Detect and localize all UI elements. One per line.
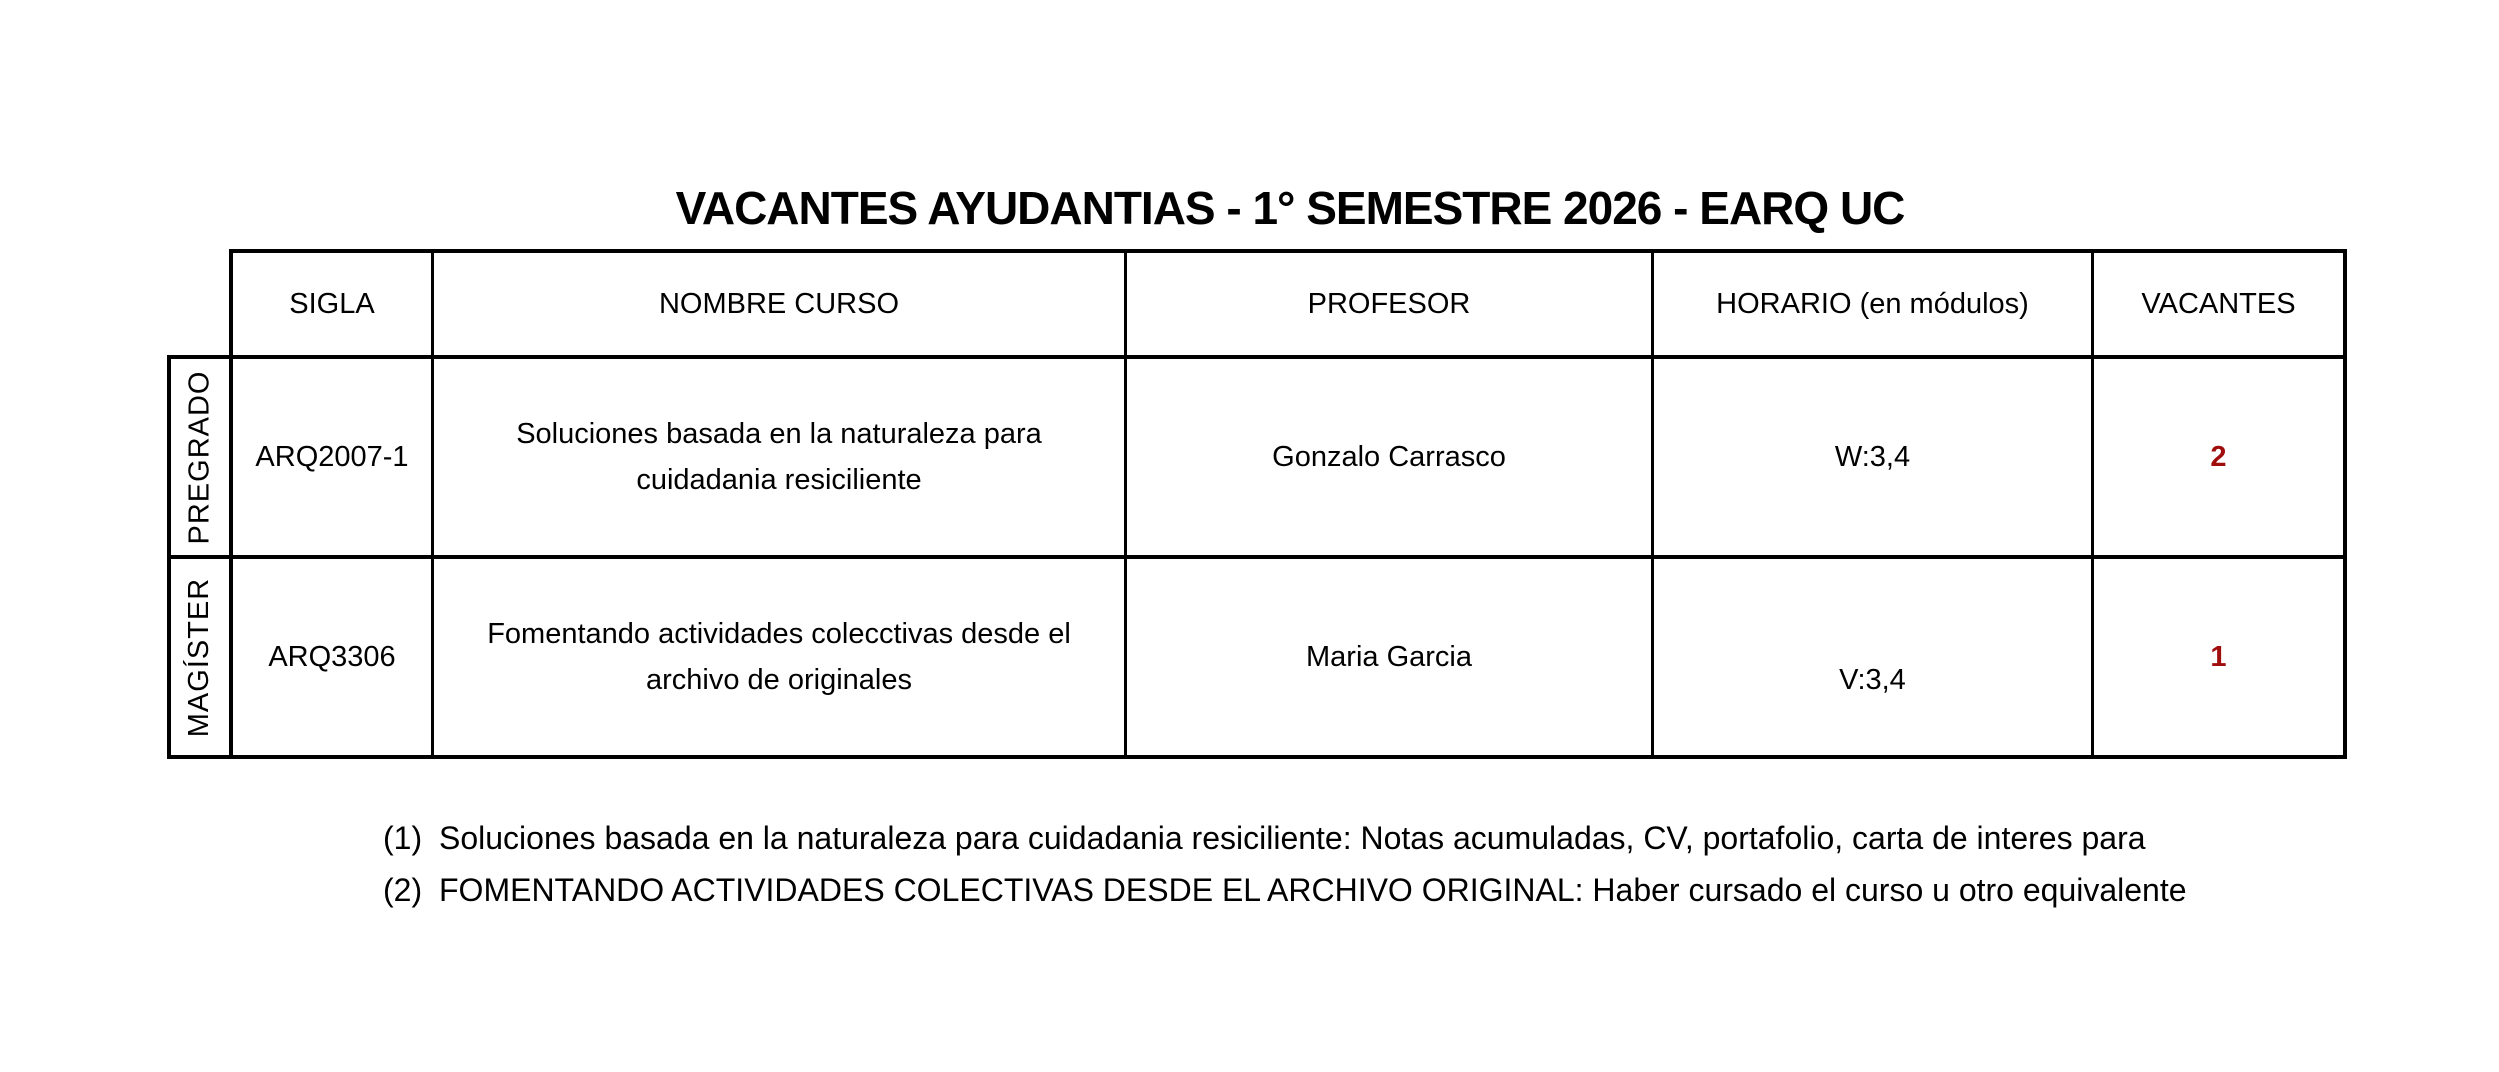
footnote-text: Soluciones basada en la naturaleza para cuidadania resiciliente: Notas acumuladas, CV, portafolio, carta de interes para xyxy=(439,820,2146,856)
header-horario: HORARIO (en módulos) xyxy=(1716,288,2029,320)
course-name-line: Fomentando actividades colecctivas desde el xyxy=(487,618,1071,650)
table-cell-vacantes: 1 xyxy=(2210,641,2227,673)
footnote-number: (2) xyxy=(383,872,423,908)
table-border-right xyxy=(2343,249,2347,759)
course-name-line: archivo de originales xyxy=(646,664,912,696)
course-name-line: Soluciones basada en la naturaleza para xyxy=(516,418,1042,450)
header-profesor: PROFESOR xyxy=(1307,288,1471,320)
table-cell-sigla: ARQ3306 xyxy=(268,641,396,673)
footnotes xyxy=(383,812,2187,916)
header-vacantes: VACANTES xyxy=(2141,288,2296,320)
footnote-item xyxy=(383,812,2187,864)
page-title: VACANTES AYUDANTIAS - 1° SEMESTRE 2026 - EARQ UC xyxy=(675,182,1905,234)
course-name-line: cuidadania resiciliente xyxy=(636,464,922,496)
table-cell-profesor: Gonzalo Carrasco xyxy=(1272,441,1506,473)
table-cell-horario: V:3,4 xyxy=(1839,664,1906,696)
footnote-text: FOMENTANDO ACTIVIDADES COLECTIVAS DESDE EL ARCHIVO ORIGINAL: Haber cursado el curso u otro equivalente xyxy=(439,872,2187,908)
level-label-magister xyxy=(171,559,229,755)
table-cell-horario: W:3,4 xyxy=(1834,441,1911,473)
table-cell-nombre-curso xyxy=(434,559,1124,755)
level-text: MAGÍSTER xyxy=(183,577,216,737)
level-label-pregrado xyxy=(171,359,229,555)
level-text: PREGRADO xyxy=(183,370,216,544)
header-nombre-curso: NOMBRE CURSO xyxy=(658,288,900,320)
table-cell-profesor: Maria Garcia xyxy=(1306,641,1472,673)
table-cell-nombre-curso xyxy=(434,359,1124,555)
footnote-number: (1) xyxy=(383,820,423,856)
footnote-item xyxy=(383,864,2187,916)
table-cell-sigla: ARQ2007-1 xyxy=(255,441,409,473)
table-cell-vacantes: 2 xyxy=(2210,441,2227,473)
header-sigla: SIGLA xyxy=(289,288,375,320)
